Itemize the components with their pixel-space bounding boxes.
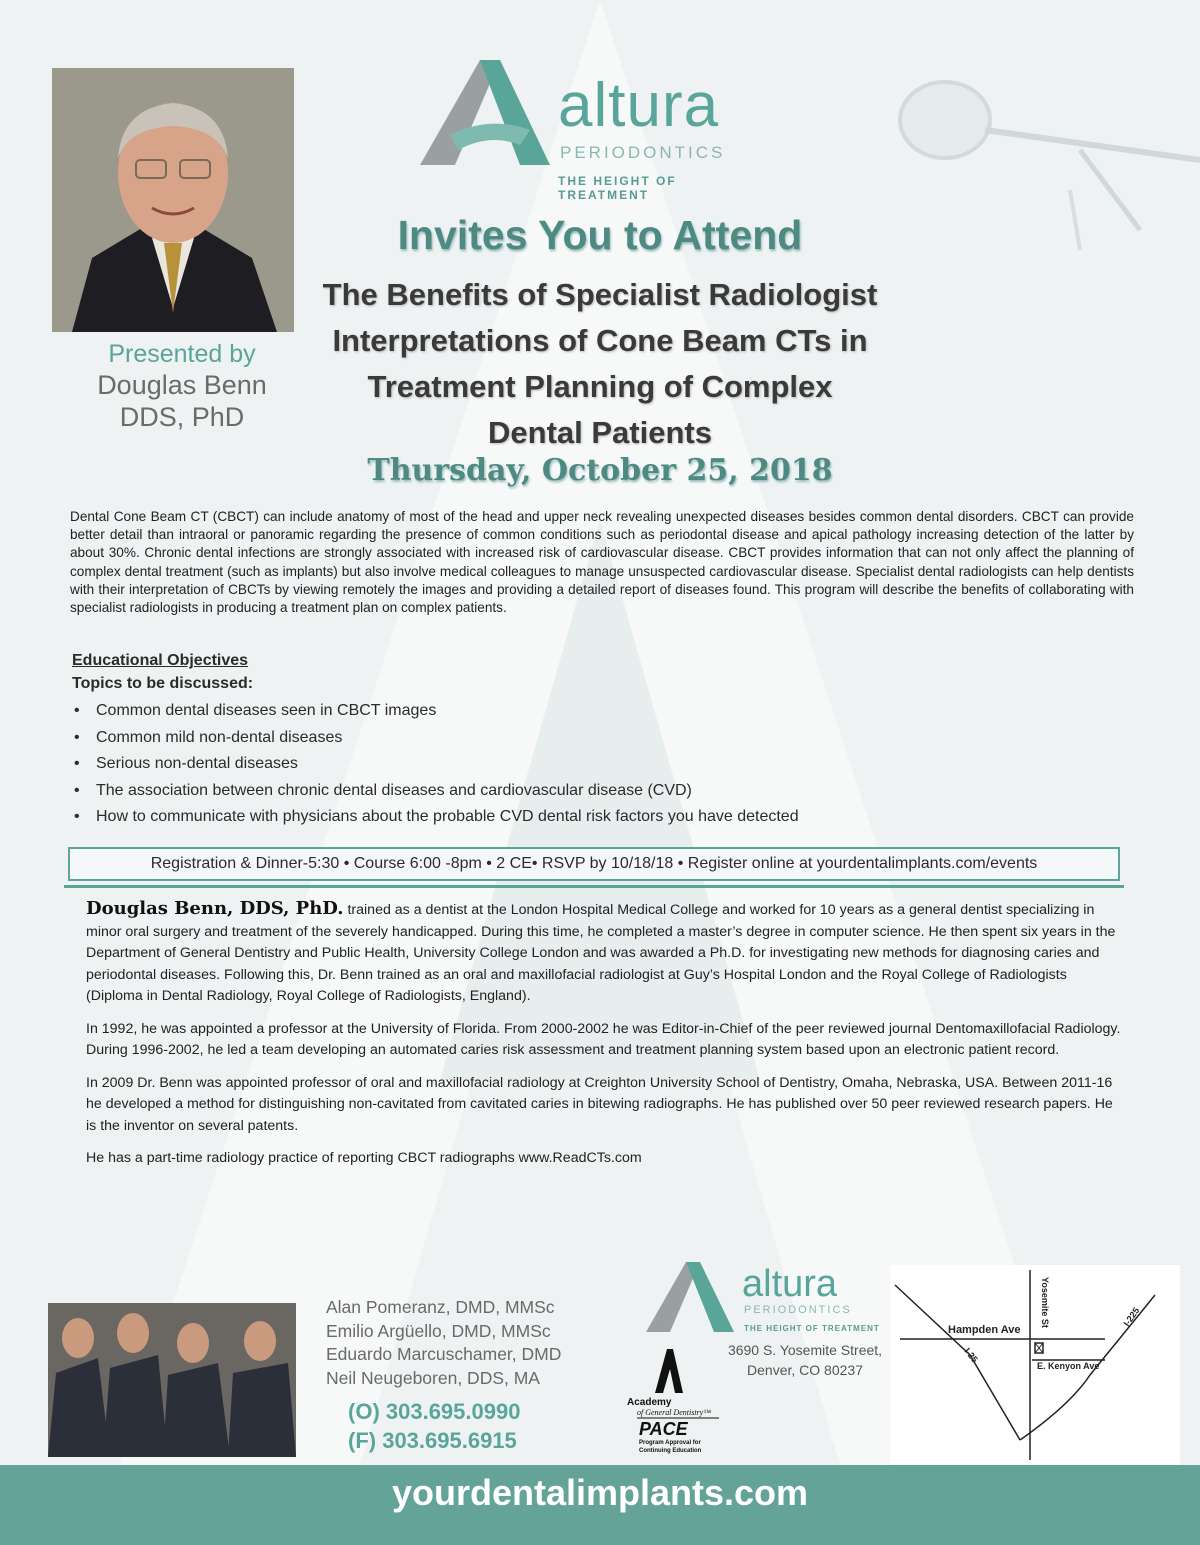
logo-tagline: THE HEIGHT OF TREATMENT: [744, 1324, 880, 1333]
location-map: [890, 1265, 1180, 1465]
agd-academy: Academy: [627, 1397, 672, 1408]
dental-mirror-icon: [900, 82, 1200, 250]
logo-wordmark: altura: [742, 1263, 838, 1305]
bio-paragraph: In 2009 Dr. Benn was appointed professor of oral and maxillofacial radiology at Creighton University School of Dentistry, Omaha, Nebraska, USA. Between 2011-16 he developed a method for distinguishing non-cavitated from cavitated caries in bitewing radiographs. He has published over 50 peer reviewed research papers. He is the inventor on several patents.: [86, 1074, 1113, 1134]
practice-address: [715, 1340, 895, 1380]
educational-objectives: [72, 650, 872, 831]
title-line: Treatment Planning of Complex: [367, 369, 833, 404]
doctors-list: [326, 1296, 626, 1390]
map-label: Yosemite St: [1040, 1277, 1050, 1328]
altura-a-logo-icon: [640, 1258, 740, 1338]
bio-name: Douglas Benn, DDS, PhD.: [86, 898, 344, 919]
altura-a-logo-icon: [410, 55, 560, 175]
presented-by-label: Presented by: [108, 340, 256, 368]
logo-tagline: THE HEIGHT OF TREATMENT: [558, 174, 677, 202]
list-item: • Common dental diseases seen in CBCT images: [72, 698, 872, 725]
bullet-icon: •: [74, 728, 80, 746]
bio-paragraph: He has a part-time radiology practice of reporting CBCT radiographs www.ReadCTs.com: [86, 1150, 642, 1166]
logo-wordmark: altura: [558, 71, 720, 140]
bullet-icon: •: [74, 808, 80, 825]
svg-text:Program Approval for: Program Approval for: [639, 1440, 701, 1446]
list-item: • The association between chronic dental diseases and cardiovascular disease (CVD): [72, 778, 872, 805]
list-item: • Serious non-dental diseases: [72, 751, 872, 778]
office-phone[interactable]: (O) 303.695.0990: [348, 1399, 521, 1424]
presenter-block: [52, 340, 312, 433]
event-title: [300, 272, 900, 456]
agd-general: of General Dentistry™: [637, 1408, 712, 1417]
address-line: Denver, CO 80237: [747, 1362, 863, 1378]
presenter-photo: [52, 68, 294, 332]
address-line: 3690 S. Yosemite Street,: [727, 1342, 883, 1358]
bio-paragraph: Douglas Benn, DDS, PhD. trained as a dentist at the London Hospital Medical College and worked for 10 years as a general dentist specializing in minor oral surgery and treatment of the severely handicapped. During this time, he completed a master’s degree in computer science. He then spent six years in the Department of General Dentistry and Public Health, University College London and was awarded a Ph.D. for investigating new methods for diagnosing caries and periodontal diseases. Following this, Dr. Benn trained as an oral and maxillofacial radiologist at Guy’s Hospital London and the Royal College of Radiologists (Diploma in Dental Radiology, Royal College of Radiologists, England).: [86, 898, 1116, 1004]
list-item: • How to communicate with physicians about the probable CVD dental risk factors you have detected: [72, 804, 872, 831]
doctor-name: Eduardo Marcuschamer, DMD: [326, 1344, 562, 1364]
doctor-name: Emilio Argüello, DMD, MMSc: [326, 1320, 551, 1341]
fax-number: (F) 303.695.6915: [348, 1428, 517, 1453]
map-label: I-25: [962, 1346, 980, 1365]
bullet-icon: •: [74, 702, 80, 719]
logo-subtitle: PERIODONTICS: [744, 1304, 852, 1316]
bullet-icon: •: [74, 755, 80, 772]
team-photo: [48, 1303, 296, 1457]
bullet-icon: •: [74, 781, 80, 799]
presenter-name: Douglas Benn: [97, 370, 267, 400]
bio-paragraph: In 1992, he was appointed a professor at the University of Florida. From 2000-2002 he was Editor-in-Chief of the peer reviewed journal Dentomaxillofacial Radiology. During 1996-2002, he led a team developing an automated caries risk assessment and treatment planning system based upon an electronic patient record.: [86, 1020, 1121, 1058]
map-label: E. Kenyon Ave: [1037, 1361, 1100, 1371]
footer-url-link[interactable]: yourdentalimplants.com: [391, 1472, 809, 1513]
title-line: The Benefits of Specialist Radiologist: [322, 277, 878, 312]
contact-phones: [348, 1397, 608, 1455]
objectives-list: [72, 698, 872, 831]
presenter-credentials: DDS, PhD: [119, 402, 245, 432]
svg-text:Continuing Education: Continuing Education: [639, 1448, 702, 1454]
doctor-name: Alan Pomeranz, DMD, MMSc: [326, 1297, 555, 1317]
event-date: Thursday, October 25, 2018: [367, 453, 833, 488]
title-line: Dental Patients: [488, 415, 712, 450]
pace-label: PACE: [639, 1419, 688, 1439]
logo-subtitle: PERIODONTICS: [560, 143, 726, 162]
altura-logo: [410, 55, 770, 202]
objectives-heading: Educational Objectives: [72, 652, 249, 669]
altura-logo-small: [640, 1258, 880, 1338]
map-label: Hampden Ave: [948, 1324, 1021, 1336]
list-item: • Common mild non-dental diseases: [72, 725, 872, 752]
doctor-name: Neil Neugeboren, DDS, MA: [326, 1367, 540, 1388]
event-description: Dental Cone Beam CT (CBCT) can include anatomy of most of the head and upper neck revealing unexpected diseases besides common dental disorders. CBCT can provide better detail than intraoral or panoramic regarding the presence of common conditions such as periodontal disease and apical pathology increasing detection of the latter by about 30%. Chronic dental infections are strongly associated with increased risk of cardiovascular disease. CBCT provides information that can not only affect the planning of complex dental treatment (such as implants) but also involve medical colleagues to manage unsuspected cardiovascular disease. Specialist dental radiologists can help dentists with their interpretation of CBCTs by viewing remotely the images and providing a detailed report of diseases found. This program will describe the benefits of collaborating with specialist radiologists in producing a treatment plan on complex patients.: [70, 509, 1134, 616]
agd-pace-badge: [625, 1345, 725, 1457]
presenter-bio: [86, 898, 1126, 1181]
invite-heading: Invites You to Attend: [397, 212, 803, 258]
divider: [64, 885, 1124, 888]
title-line: Interpretations of Cone Beam CTs in: [332, 323, 868, 358]
objectives-subheading: Topics to be discussed:: [72, 675, 254, 692]
registration-banner: Registration & Dinner-5:30 • Course 6:00 -8pm • 2 CE• RSVP by 10/18/18 • Register online at yourdentalimplants.com/events: [68, 847, 1120, 881]
map-label: I-225: [1121, 1305, 1142, 1329]
